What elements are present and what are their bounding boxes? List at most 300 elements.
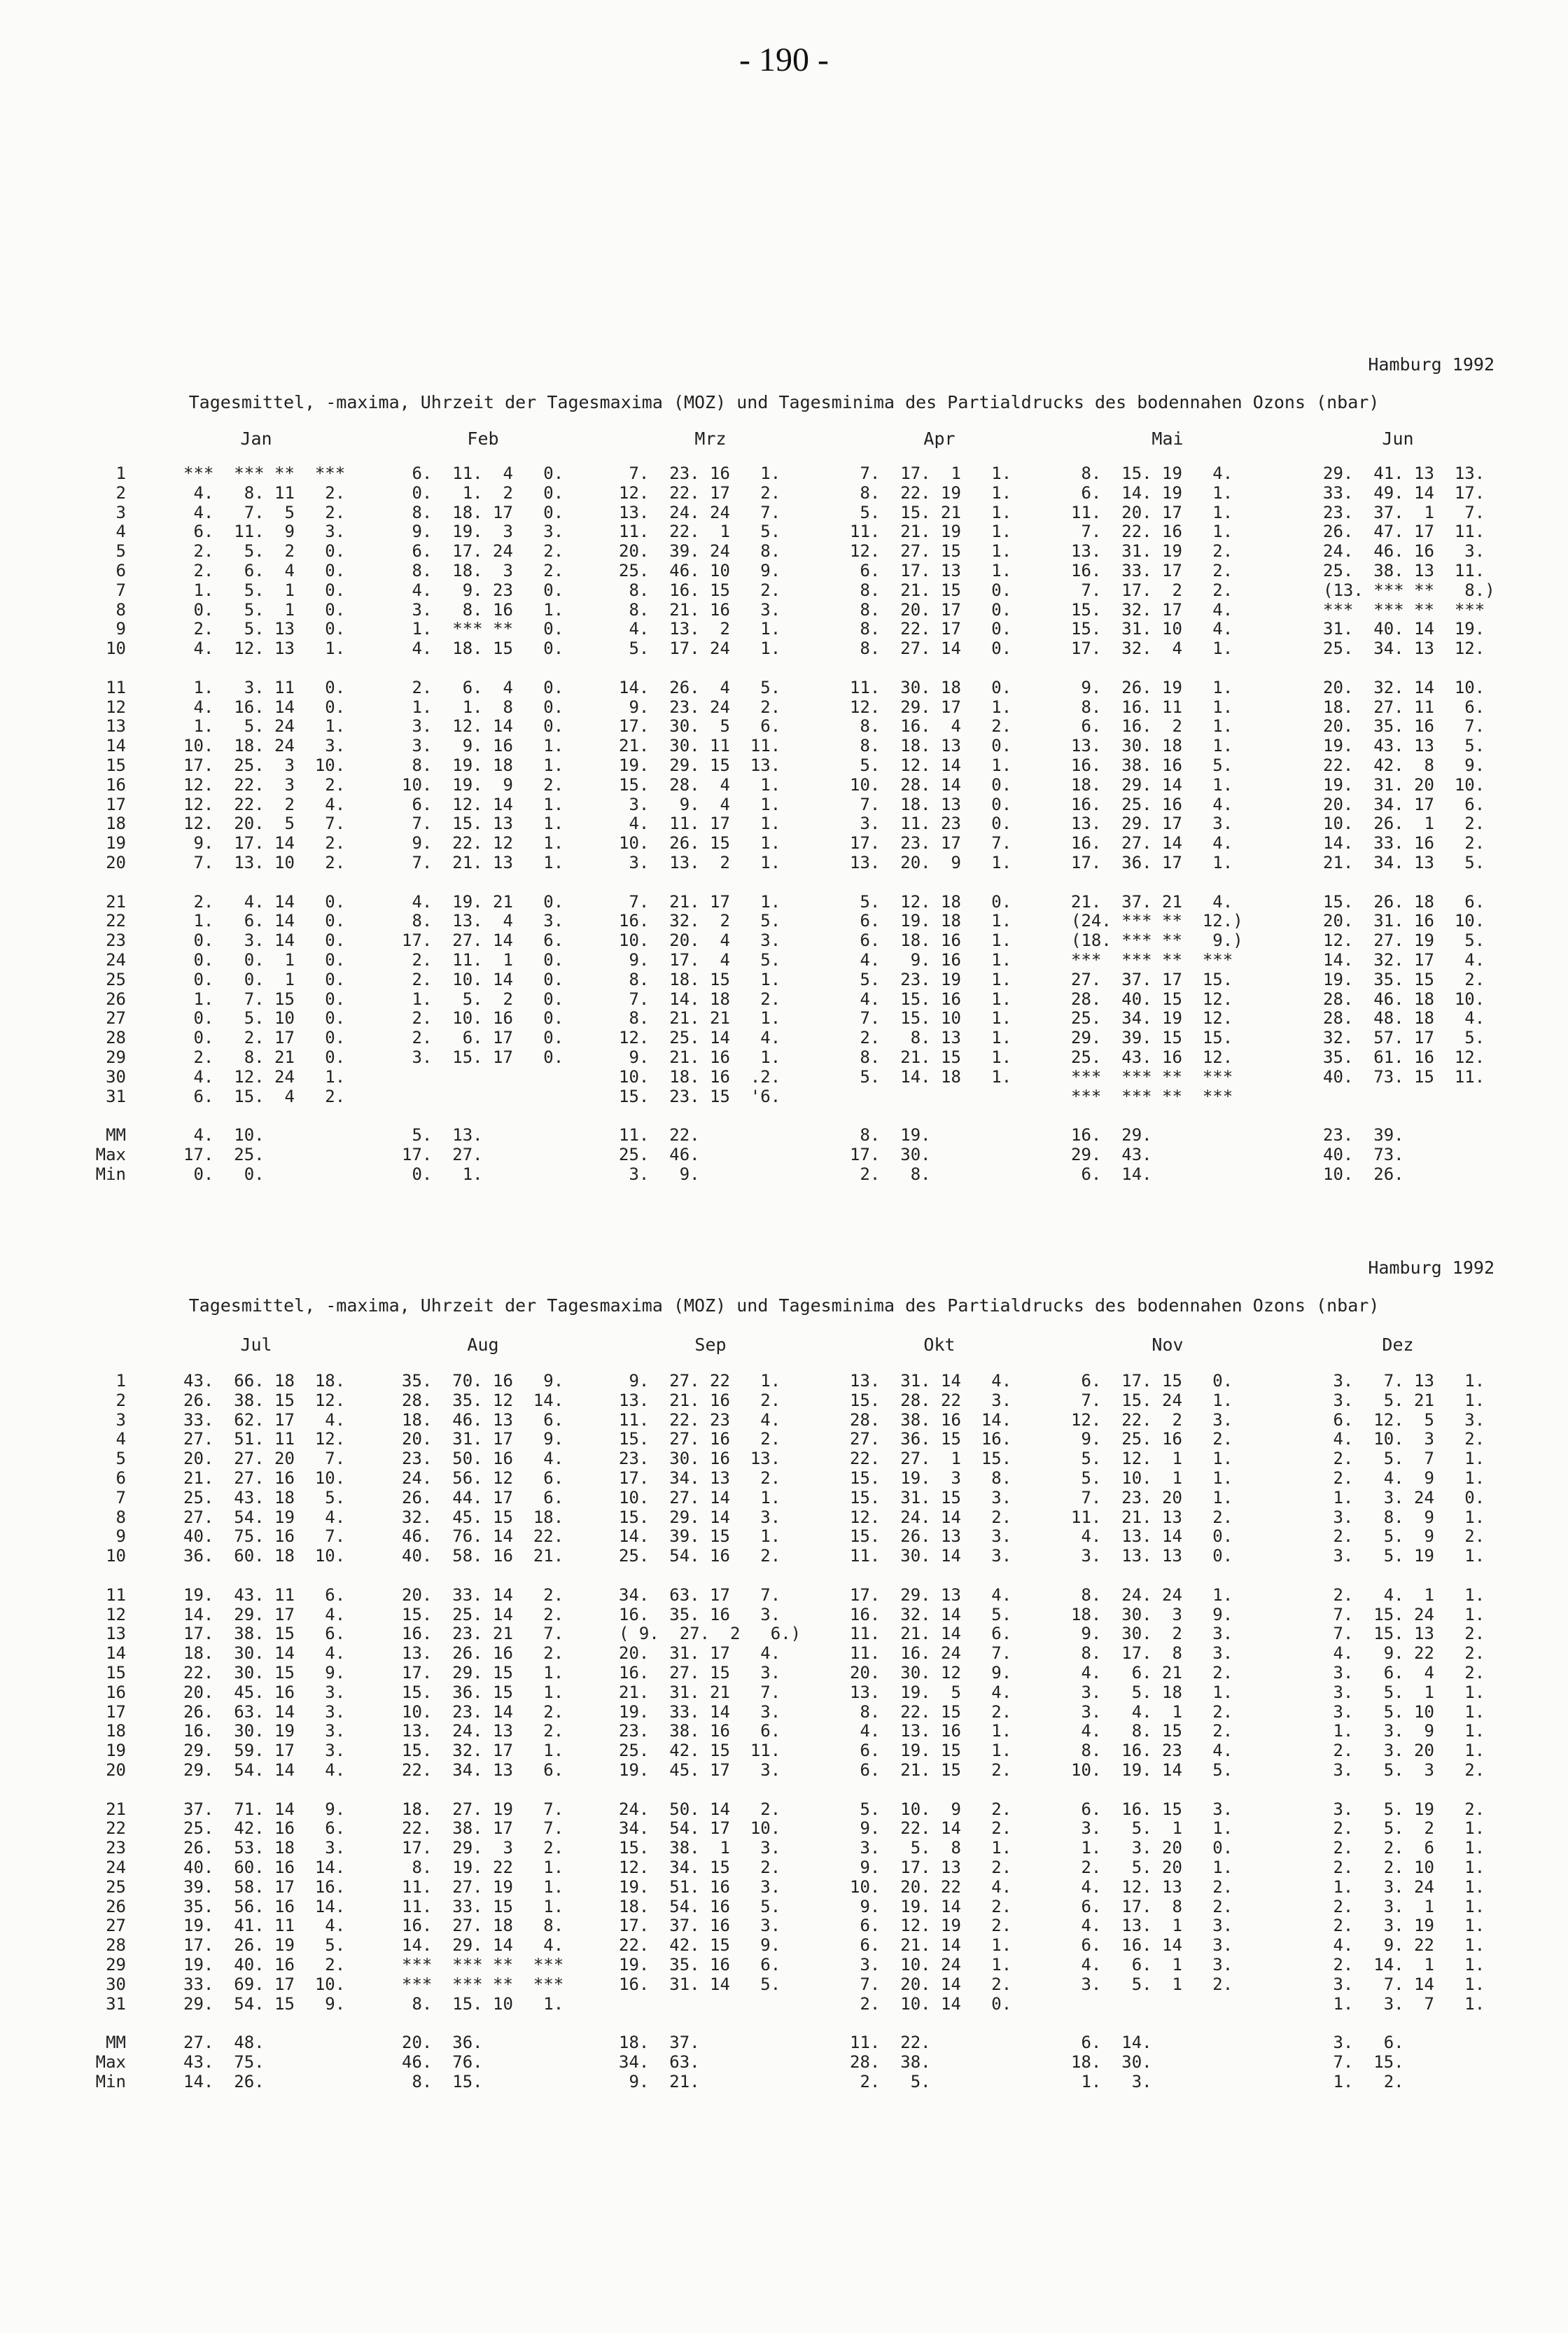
month-cell: (18. *** ** 9.) <box>1071 931 1243 951</box>
month-cell: 36. 60. 18 10. <box>183 1547 346 1566</box>
month-cell: 3. 5. 1 1. <box>1323 1683 1485 1702</box>
month-cell: 1. *** ** 0. <box>402 620 564 639</box>
month-cell: 4. 13. 14 0. <box>1071 1527 1233 1547</box>
table-row <box>0 717 1533 737</box>
day-number: 13 <box>106 1624 126 1644</box>
spacer <box>126 776 183 795</box>
month-cell: 16. 27. 18 8. <box>402 1916 564 1936</box>
month-cell: 19. 40. 16 2. <box>183 1955 346 1975</box>
day-number: 23 <box>106 931 126 951</box>
day-number: 25 <box>106 970 126 989</box>
spacer <box>126 1722 183 1741</box>
table-row <box>0 1956 1533 1975</box>
month-cell: 11. 22. 1 5. <box>619 522 781 542</box>
table-row <box>0 1391 1533 1411</box>
month-cell: 1. 6. 14 0. <box>183 912 346 931</box>
month-cell: 27. 37. 17 15. <box>1071 970 1233 989</box>
month-cell: 23. 30. 16 13. <box>619 1449 781 1469</box>
table-row <box>0 1430 1533 1449</box>
month-cell: 29. 39. 15 15. <box>1071 1029 1233 1048</box>
month-cell: 12. 34. 15 2. <box>619 1858 781 1877</box>
month-cell: 17. 30. <box>850 1145 931 1164</box>
month-cell: 4. 8. 15 2. <box>1071 1722 1233 1741</box>
month-cell: 8. 16. 4 2. <box>850 717 1012 737</box>
month-cell: *** *** ** *** <box>1323 600 1485 620</box>
month-cell: 3. 5. 1 2. <box>1071 1975 1233 1994</box>
day-number: 6 <box>115 1468 126 1488</box>
month-cell: 14. 29. 14 4. <box>402 1936 564 1956</box>
month-cell: 2. 2. 6 1. <box>1323 1839 1485 1858</box>
day-number: 12 <box>106 1605 126 1624</box>
table-row <box>0 503 1533 523</box>
day-number: 11 <box>106 1585 126 1605</box>
month-cell: 9. 26. 19 1. <box>1071 678 1233 697</box>
month-cell: 2. 10. 14 0. <box>850 1994 1012 2014</box>
month-cell <box>850 1087 1071 1107</box>
table-row <box>0 990 1533 1010</box>
table-row <box>0 814 1533 834</box>
month-cell: 15. 29. 14 3. <box>619 1507 781 1527</box>
month-cell: 34. 63. <box>619 2052 700 2072</box>
table-row <box>0 1087 1533 1107</box>
month-cell: 15. 31. 15 3. <box>850 1488 1012 1507</box>
spacer <box>126 542 183 562</box>
spacer <box>126 2033 183 2053</box>
day-number: 24 <box>106 1858 126 1877</box>
month-cell: 8. 22. 17 0. <box>850 620 1012 639</box>
month-cell: 2. 5. 2 0. <box>183 542 346 562</box>
month-cell: 14. 33. 16 2. <box>1323 834 1485 854</box>
day-number: 4 <box>115 522 126 542</box>
month-cell: 3. 15. 17 0. <box>402 1047 564 1067</box>
month-cell: 4. 13. 16 1. <box>850 1722 1012 1741</box>
day-number: 16 <box>106 1683 126 1702</box>
spacer <box>126 1683 183 1703</box>
month-cell: 22. 27. 1 15. <box>850 1449 1012 1469</box>
table-row <box>0 1489 1533 1508</box>
day-number: 29 <box>106 1047 126 1067</box>
month-header-aug: Aug <box>467 1335 499 1355</box>
month-cell: 2. 10. 14 0. <box>402 970 564 989</box>
month-cell: 4. 6. 1 3. <box>1071 1955 1233 1975</box>
month-header-apr: Apr <box>923 429 955 449</box>
table-row <box>0 601 1533 620</box>
month-cell: 29. 54. 14 4. <box>183 1760 346 1780</box>
day-number: 6 <box>115 561 126 580</box>
month-header-nov: Nov <box>1152 1335 1184 1355</box>
month-cell: 18. 37. <box>619 2033 700 2053</box>
month-cell: 17. 29. 15 1. <box>402 1663 564 1683</box>
month-cell: 4. 7. 5 2. <box>183 503 346 522</box>
month-cell: 12. 27. 15 1. <box>850 542 1012 562</box>
table-row <box>0 1878 1533 1897</box>
month-cell: 1. 7. 15 0. <box>183 989 346 1009</box>
month-cell: 21. 31. 21 7. <box>619 1683 781 1702</box>
month-cell: 5. 15. 21 1. <box>850 503 1012 522</box>
month-cell: 3. 5. 19 1. <box>1323 1547 1485 1566</box>
month-cell: 28. 48. 18 4. <box>1323 1009 1485 1029</box>
month-header-okt: Okt <box>923 1335 955 1355</box>
month-cell: 19. 29. 15 13. <box>619 755 781 775</box>
table-row <box>0 931 1533 951</box>
month-cell: 13. 21. 16 2. <box>619 1391 781 1410</box>
month-cell: 5. 12. 14 1. <box>850 755 1012 775</box>
month-cell: 22. 34. 13 6. <box>402 1760 564 1780</box>
month-cell: 2. 5. <box>850 2072 931 2091</box>
table-row <box>0 1916 1533 1936</box>
month-cell: 5. 14. 18 1. <box>850 1067 1012 1087</box>
month-cell: 10. 18. 24 3. <box>183 737 346 756</box>
month-cell: 29. 43. <box>1071 1145 1152 1164</box>
month-cell: 2. 14. 1 1. <box>1323 1955 1485 1975</box>
month-cell: 11. 22. 23 4. <box>619 1410 781 1430</box>
month-cell: 6. 11. 9 3. <box>183 522 346 542</box>
month-cell: 24. 46. 16 3. <box>1323 542 1485 562</box>
month-cell: 8. 16. 15 2. <box>619 580 781 600</box>
row-gap <box>0 2014 1533 2033</box>
month-cell: *** *** ** *** <box>183 464 346 483</box>
page-number: - 190 - <box>739 41 829 78</box>
month-cell: 3. 13. 13 0. <box>1071 1547 1233 1566</box>
month-cell: 26. 63. 14 3. <box>183 1702 346 1722</box>
day-number: 31 <box>106 1087 126 1106</box>
month-header-jul: Jul <box>240 1335 272 1355</box>
day-number: 20 <box>106 853 126 872</box>
spacer <box>126 717 183 737</box>
month-cell: 17. 38. 15 6. <box>183 1624 346 1644</box>
table-row <box>0 1741 1533 1761</box>
month-cell: 18. 27. 11 6. <box>1323 697 1485 717</box>
table-row <box>0 893 1533 912</box>
month-cell: 4. 9. 23 0. <box>402 580 564 600</box>
day-number: 15 <box>106 1663 126 1683</box>
table-row <box>0 1009 1533 1029</box>
month-cell: 6. 18. 16 1. <box>850 931 1012 951</box>
month-cell: 40. 75. 16 7. <box>183 1527 346 1547</box>
month-cell: 1. 5. 1 0. <box>183 580 346 600</box>
day-number: 10 <box>106 1547 126 1566</box>
month-cell: 11. 20. 17 1. <box>1071 503 1233 522</box>
month-cell: 13. 31. 19 2. <box>1071 542 1233 562</box>
month-cell: 9. 17. 4 5. <box>619 950 781 970</box>
month-cell: 13. 29. 17 3. <box>1071 814 1233 834</box>
month-cell: 10. 18. 16 .2. <box>619 1067 781 1087</box>
spacer <box>126 1126 183 1145</box>
table-row <box>0 776 1533 795</box>
spacer <box>126 1527 183 1547</box>
month-cell: 17. 37. 16 3. <box>619 1916 781 1936</box>
month-cell: 17. 32. 4 1. <box>1071 639 1233 659</box>
month-cell: 18. 54. 16 5. <box>619 1897 781 1916</box>
day-number: 27 <box>106 1009 126 1029</box>
month-cell: 0. 0. <box>183 1164 265 1184</box>
day-number: 23 <box>106 1839 126 1858</box>
month-cell: 4. 9. 22 1. <box>1323 1936 1485 1956</box>
month-cell: 4. 19. 21 0. <box>402 892 564 912</box>
month-cell: 12. 24. 14 2. <box>850 1507 1012 1527</box>
spacer <box>126 503 183 523</box>
month-cell: 25. 46. 10 9. <box>619 561 781 580</box>
location-label: Hamburg 1992 <box>1368 354 1494 375</box>
spacer <box>126 834 183 854</box>
month-cell: 16. 32. 2 5. <box>619 912 781 931</box>
month-cell: 4. 13. 1 3. <box>1071 1916 1233 1936</box>
month-cell: (13. *** ** 8.) <box>1323 580 1495 600</box>
month-cell: *** *** ** *** <box>402 1955 564 1975</box>
table-row <box>0 1683 1533 1703</box>
day-number: 28 <box>106 1029 126 1048</box>
day-number: 7 <box>115 580 126 600</box>
day-number: 14 <box>106 1644 126 1664</box>
day-number: 1 <box>115 1372 126 1391</box>
month-cell: 20. 31. 17 9. <box>402 1430 564 1449</box>
month-cell: 20. 35. 16 7. <box>1323 717 1485 737</box>
month-cell: 11. 30. 18 0. <box>850 678 1012 697</box>
month-cell: 3. 8. 16 1. <box>402 600 564 620</box>
month-cell: 43. 66. 18 18. <box>183 1372 346 1391</box>
spacer <box>126 1372 183 1391</box>
table-row <box>0 1411 1533 1430</box>
day-number: 24 <box>106 950 126 970</box>
day-number: 18 <box>106 814 126 834</box>
month-cell: 22. 30. 15 9. <box>183 1663 346 1683</box>
month-cell: 10. 26. 1 2. <box>1323 814 1485 834</box>
month-header-mai: Mai <box>1152 429 1184 449</box>
table-row <box>0 1644 1533 1664</box>
month-cell <box>402 1087 619 1107</box>
month-cell: 34. 54. 17 10. <box>619 1819 781 1839</box>
month-cell: 15. 28. 22 3. <box>850 1391 1012 1410</box>
table-title: Tagesmittel, -maxima, Uhrzeit der Tagesmaxima (MOZ) und Tagesminima des Partialdrucks des bodennahen Ozons (nbar) <box>188 392 1380 412</box>
month-cell: 12. 22. 17 2. <box>619 483 781 503</box>
spacer <box>126 1068 183 1087</box>
month-cell: 24. 50. 14 2. <box>619 1799 781 1819</box>
day-number: 8 <box>115 1507 126 1527</box>
month-cell: 5. 13. <box>402 1126 483 1145</box>
month-cell: 6. 17. 15 0. <box>1071 1372 1233 1391</box>
month-cell: 7. 22. 16 1. <box>1071 522 1233 542</box>
month-cell: (24. *** ** 12.) <box>1071 912 1243 931</box>
month-cell: 10. 19. 9 2. <box>402 775 564 795</box>
table-row <box>0 737 1533 756</box>
table-row <box>0 1508 1533 1528</box>
spacer <box>126 581 183 601</box>
month-cell: 12. 20. 5 7. <box>183 814 346 834</box>
table-row <box>0 1048 1533 1068</box>
month-cell: 10. 26. <box>1323 1164 1404 1184</box>
spacer <box>126 1624 183 1644</box>
month-cell: 6. 14. 19 1. <box>1071 483 1233 503</box>
month-cell: 35. 56. 16 14. <box>183 1897 346 1916</box>
day-number: 26 <box>106 989 126 1009</box>
spacer <box>126 1009 183 1029</box>
month-cell: 16. 27. 14 4. <box>1071 834 1233 854</box>
spacer <box>126 970 183 990</box>
table-title: Tagesmittel, -maxima, Uhrzeit der Tagesmaxima (MOZ) und Tagesminima des Partialdrucks des bodennahen Ozons (nbar) <box>188 1295 1380 1316</box>
month-cell: 14. 29. 17 4. <box>183 1605 346 1624</box>
table-row <box>0 1858 1533 1878</box>
month-cell: 3. 5. 19 2. <box>1323 1799 1485 1819</box>
month-cell: 15. 23. 15 '6. <box>619 1087 781 1106</box>
table-row <box>0 620 1533 639</box>
month-cell: 20. 31. 17 4. <box>619 1644 781 1664</box>
month-cell: 3. 5. 3 2. <box>1323 1760 1485 1780</box>
month-cell: 8. 16. 23 4. <box>1071 1741 1233 1761</box>
month-cell: 2. 11. 1 0. <box>402 950 564 970</box>
spacer <box>126 1858 183 1878</box>
month-cell: 28. 40. 15 12. <box>1071 989 1233 1009</box>
month-cell: 4. 9. 16 1. <box>850 950 1012 970</box>
month-cell: 9. 22. 14 2. <box>850 1819 1012 1839</box>
month-cell: 25. 42. 16 6. <box>183 1819 346 1839</box>
month-cell: 1. 3. <box>1071 2072 1152 2091</box>
spacer <box>126 562 183 581</box>
month-cell: 4. 16. 14 0. <box>183 697 346 717</box>
month-cell: 6. 16. 2 1. <box>1071 717 1233 737</box>
month-cell: 7. 17. 1 1. <box>850 464 1012 483</box>
month-cell: 2. 5. 2 1. <box>1323 1819 1485 1839</box>
month-cell: 5. 17. 24 1. <box>619 639 781 659</box>
month-cell: 9. 21. 16 1. <box>619 1047 781 1067</box>
month-cell: 24. 56. 12 6. <box>402 1468 564 1488</box>
month-cell: 7. 15. <box>1323 2052 1404 2072</box>
day-number: 7 <box>115 1488 126 1507</box>
month-cell: 10. 20. 4 3. <box>619 931 781 951</box>
table-row <box>0 484 1533 503</box>
month-cell: *** *** ** *** <box>1071 1087 1233 1106</box>
month-cell: 8. 15. <box>402 2072 483 2091</box>
spacer <box>126 1087 183 1107</box>
month-header-jan: Jan <box>240 429 272 449</box>
month-cell: 11. 30. 14 3. <box>850 1547 1012 1566</box>
month-cell: 4. 12. 13 1. <box>183 639 346 659</box>
month-cell: 11. 21. 13 2. <box>1071 1507 1233 1527</box>
day-number: 20 <box>106 1760 126 1780</box>
month-cell: 2. 4. 9 1. <box>1323 1468 1485 1488</box>
row-gap <box>0 1106 1533 1126</box>
month-cell: 7. 15. 24 1. <box>1071 1391 1233 1410</box>
spacer <box>126 1029 183 1048</box>
month-cell: 13. 24. 24 7. <box>619 503 781 522</box>
day-number: 27 <box>106 1916 126 1936</box>
month-cell: 0. 2. 17 0. <box>183 1029 346 1048</box>
month-cell: 5. 12. 18 0. <box>850 892 1012 912</box>
month-cell: 2. 5. 13 0. <box>183 620 346 639</box>
month-cell: 8. 21. 15 1. <box>850 1047 1012 1067</box>
month-cell: 15. 31. 10 4. <box>1071 620 1233 639</box>
spacer <box>126 1547 183 1566</box>
spacer <box>126 737 183 756</box>
day-number: 3 <box>115 503 126 522</box>
month-cell: 16. 30. 19 3. <box>183 1722 346 1741</box>
table-row <box>0 1703 1533 1722</box>
month-cell: 20. 36. <box>402 2033 483 2053</box>
table-row <box>0 1624 1533 1644</box>
month-cell: 15. 27. 16 2. <box>619 1430 781 1449</box>
month-header-feb: Feb <box>467 429 499 449</box>
month-cell: 16. 35. 16 3. <box>619 1605 781 1624</box>
spacer <box>126 1586 183 1606</box>
month-cell: 40. 73. 15 11. <box>1323 1067 1485 1087</box>
month-cell: 18. 30. <box>1071 2052 1152 2072</box>
month-cell: 13. 20. 9 1. <box>850 853 1012 872</box>
spacer <box>126 854 183 873</box>
month-cell: 20. 30. 12 9. <box>850 1663 1012 1683</box>
month-cell: 2. 3. 1 1. <box>1323 1897 1485 1916</box>
spacer <box>126 814 183 834</box>
day-number: 30 <box>106 1975 126 1994</box>
month-cell: 16. 32. 14 5. <box>850 1605 1012 1624</box>
day-number: 21 <box>106 892 126 912</box>
month-cell: 10. 27. 14 1. <box>619 1488 781 1507</box>
month-cell: 9. 27. 22 1. <box>619 1372 781 1391</box>
month-cell: 26. 38. 15 12. <box>183 1391 346 1410</box>
day-number: 10 <box>106 639 126 659</box>
summary-row <box>0 2053 1533 2073</box>
month-cell: 8. 20. 17 0. <box>850 600 1012 620</box>
month-cell: 19. 51. 16 3. <box>619 1877 781 1897</box>
month-cell: 15. 26. 18 6. <box>1323 892 1485 912</box>
month-cell: 25. 34. 13 12. <box>1323 639 1485 659</box>
spacer <box>126 1430 183 1449</box>
month-cell: 8. 21. 21 1. <box>619 1009 781 1029</box>
month-cell: 6. 14. <box>1071 2033 1152 2053</box>
month-cell: 3. 7. 14 1. <box>1323 1975 1485 1994</box>
day-number: 19 <box>106 1741 126 1761</box>
spacer <box>126 1165 183 1185</box>
month-cell: 29. 59. 17 3. <box>183 1741 346 1761</box>
month-cell: 2. 8. 21 0. <box>183 1047 346 1067</box>
month-cell: 39. 58. 17 16. <box>183 1877 346 1897</box>
month-cell: 10. 28. 14 0. <box>850 775 1012 795</box>
day-number: 2 <box>115 1391 126 1410</box>
month-cell: 23. 37. 1 7. <box>1323 503 1485 522</box>
month-cell: 10. 19. 14 5. <box>1071 1760 1233 1780</box>
month-cell: 2. 3. 20 1. <box>1323 1741 1485 1761</box>
month-cell: 20. 45. 16 3. <box>183 1683 346 1702</box>
month-cell: 26. 44. 17 6. <box>402 1488 564 1507</box>
month-cell: 8. 22. 19 1. <box>850 483 1012 503</box>
table-row <box>0 1995 1533 2014</box>
month-cell: 2. 4. 14 0. <box>183 892 346 912</box>
day-number: 31 <box>106 1994 126 2014</box>
month-cell: 7. 14. 18 2. <box>619 989 781 1009</box>
summary-row <box>0 2073 1533 2092</box>
month-cell: 21. 27. 16 10. <box>183 1468 346 1488</box>
location-label: Hamburg 1992 <box>1368 1258 1494 1278</box>
spacer <box>126 912 183 931</box>
month-cell: 2. 8. <box>850 1164 931 1184</box>
month-cell: 13. 19. 5 4. <box>850 1683 1012 1702</box>
month-cell: 9. 22. 12 1. <box>402 834 564 854</box>
spacer <box>126 1761 183 1781</box>
month-cell: 5. 10. 1 1. <box>1071 1468 1233 1488</box>
month-cell: 1. 3. 24 1. <box>1323 1877 1485 1897</box>
month-cell: 26. 47. 17 11. <box>1323 522 1485 542</box>
month-cell: 16. 29. <box>1071 1126 1152 1145</box>
month-cell: 8. 15. 19 4. <box>1071 464 1233 483</box>
table-row <box>0 1800 1533 1820</box>
spacer <box>126 893 183 912</box>
spacer <box>126 756 183 776</box>
table-row <box>0 912 1533 931</box>
spacer <box>126 522 183 542</box>
month-cell: 13. 24. 13 2. <box>402 1722 564 1741</box>
month-cell: 40. 60. 16 14. <box>183 1858 346 1877</box>
summary-label: Min <box>95 2072 126 2091</box>
month-cell: 2. 3. 19 1. <box>1323 1916 1485 1936</box>
month-cell: 9. 19. 14 2. <box>850 1897 1012 1916</box>
